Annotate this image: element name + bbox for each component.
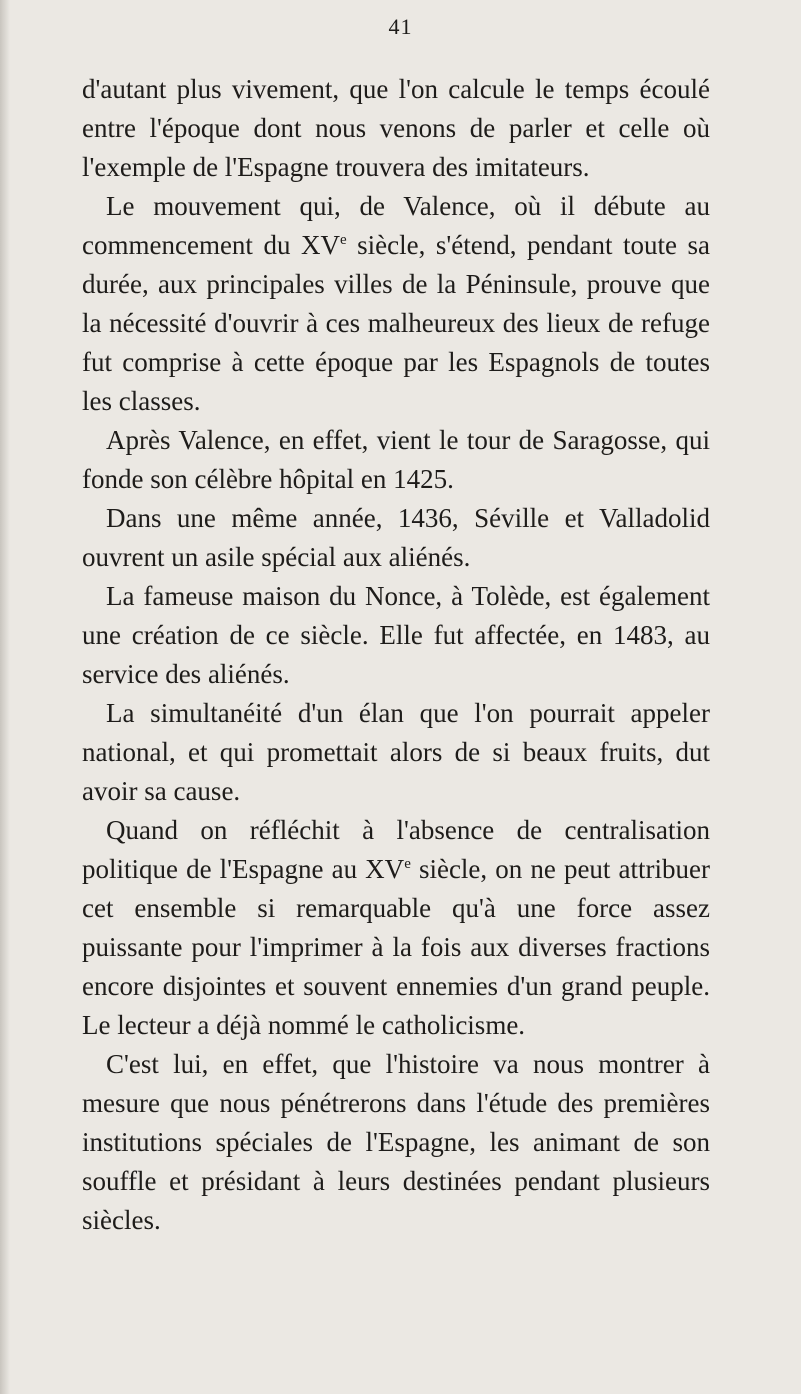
century-superscript: e [339, 232, 347, 248]
paragraph-5: La fameuse maison du Nonce, à Tolède, est également une création de ce siècle. Elle fut affectée, en 1483, au service des aliénés. [82, 581, 710, 689]
paragraph-7 [82, 811, 710, 1045]
paragraph-2-before: Le mouvement qui, de Valence, où il débute au commencement du XV [82, 191, 710, 260]
paragraph-4: Dans une même année, 1436, Séville et Valladolid ouvrent un asile spécial aux aliénés. [82, 503, 710, 572]
paragraph-8: C'est lui, en effet, que l'histoire va nous montrer à mesure que nous pénétrerons dans l'étude des premières institutions spéciales de l'Espagne, les animant de son souffle et présidant à leurs destinées pendant plusieurs siècles. [82, 1049, 710, 1235]
page-number: 41 [388, 14, 413, 39]
paragraph-2-after: siècle, s'étend, pendant toute sa durée, aux principales villes de la Péninsule, prouve que la nécessité d'ouvrir à ces malheureux des lieux de refuge fut comprise à cette époque par les Espagnols de toutes les classes. [82, 230, 710, 416]
century-superscript: e [404, 856, 411, 872]
paragraph-7-before: Quand on réfléchit à l'absence de centralisation politique de l'Espagne au XV [82, 815, 710, 884]
binding-shadow [0, 0, 10, 1394]
paragraph-3: Après Valence, en effet, vient le tour de Saragosse, qui fonde son célèbre hôpital en 1425. [82, 425, 710, 494]
paragraph-1: d'autant plus vivement, que l'on calcule le temps écoulé entre l'époque dont nous venons de parler et celle où l'exemple de l'Espagne trouvera des imitateurs. [82, 74, 710, 182]
paragraph-2 [82, 187, 710, 421]
body-text [82, 70, 710, 1240]
paragraph-7-after: siècle, on ne peut attribuer cet ensemble si remarquable qu'à une force assez puissante pour l'imprimer à la fois aux diverses fractions encore disjointes et souvent ennemies d'un grand peuple. Le lecteur a déjà nommé le catholicisme. [82, 854, 710, 1040]
paragraph-6: La simultanéité d'un élan que l'on pourrait appeler national, et qui promettait alors de si beaux fruits, dut avoir sa cause. [82, 698, 710, 806]
